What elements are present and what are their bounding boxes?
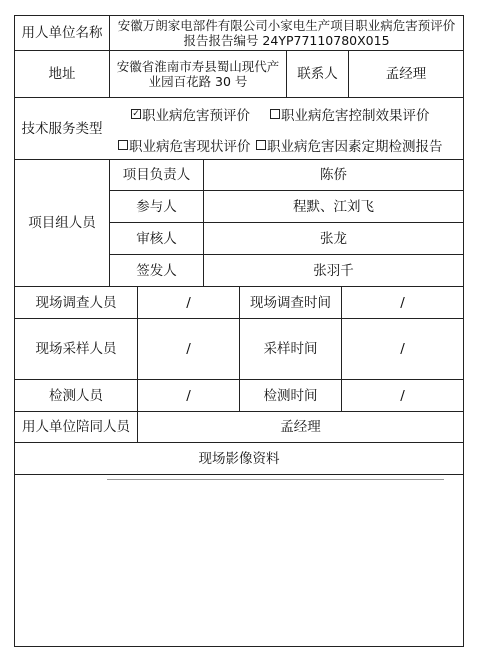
service-option-status-evaluation[interactable]	[118, 135, 251, 155]
testing-staff-label: 检测人员	[49, 387, 103, 404]
unit-name-value: 安徽万朗家电部件有限公司小家电生产项目职业病危害预评价报告报告编号 24YP77110780X015	[117, 18, 456, 48]
contact-value: 孟经理	[385, 66, 427, 82]
site-images-heading: 现场影像资料	[198, 450, 280, 467]
service-option-label: 职业病危害控制效果评价	[281, 108, 430, 124]
checkbox-checked-icon: ✓	[132, 108, 140, 119]
service-type-label: 技术服务类型	[21, 120, 103, 137]
sampling-time-label: 采样时间	[263, 341, 318, 357]
team-role: 项目负责人	[122, 167, 191, 183]
survey-staff-value: /	[186, 294, 191, 311]
escort-label: 用人单位陪同人员	[22, 419, 130, 435]
escort-value: 孟经理	[280, 419, 321, 435]
address-value: 安徽省淮南市寿县蜀山现代产业园百花路 30 号	[116, 59, 280, 89]
unit-name-label: 用人单位名称	[21, 25, 103, 41]
testing-staff-value: /	[186, 387, 191, 404]
service-option-label: 职业病危害因素定期检测报告	[267, 139, 443, 155]
testing-time-label: 检测时间	[263, 387, 318, 404]
service-option-label: 职业病危害预评价	[142, 108, 250, 124]
site-images-area	[15, 475, 463, 646]
team-role: 签发人	[136, 262, 177, 279]
checkbox-icon	[118, 140, 128, 150]
team-member-name: 张龙	[320, 230, 347, 247]
sampling-time-value: /	[400, 341, 405, 357]
checkbox-icon	[256, 140, 266, 150]
team-label: 项目组人员	[28, 215, 96, 231]
service-option-label: 职业病危害现状评价	[129, 139, 251, 155]
rule	[14, 646, 464, 647]
checkbox-icon	[270, 109, 280, 119]
survey-time-value: /	[400, 294, 405, 311]
rule	[463, 15, 464, 647]
testing-time-value: /	[400, 387, 405, 404]
survey-time-label: 现场调查时间	[250, 294, 331, 311]
team-member-name: 张羽千	[313, 262, 354, 279]
address-label: 地址	[48, 66, 76, 82]
team-member-name: 陈侨	[320, 167, 347, 183]
sampling-staff-label: 现场采样人员	[35, 341, 117, 357]
service-option-control-effect[interactable]	[270, 104, 430, 124]
survey-staff-label: 现场调查人员	[35, 294, 117, 311]
contact-label: 联系人	[297, 66, 338, 82]
team-role: 参与人	[136, 198, 177, 215]
team-member-name: 程默、江刘飞	[293, 198, 374, 215]
sampling-staff-value: /	[186, 341, 191, 357]
team-role: 审核人	[136, 230, 177, 247]
service-option-periodic-testing[interactable]	[256, 135, 443, 155]
service-option-preassessment[interactable]	[131, 104, 250, 124]
